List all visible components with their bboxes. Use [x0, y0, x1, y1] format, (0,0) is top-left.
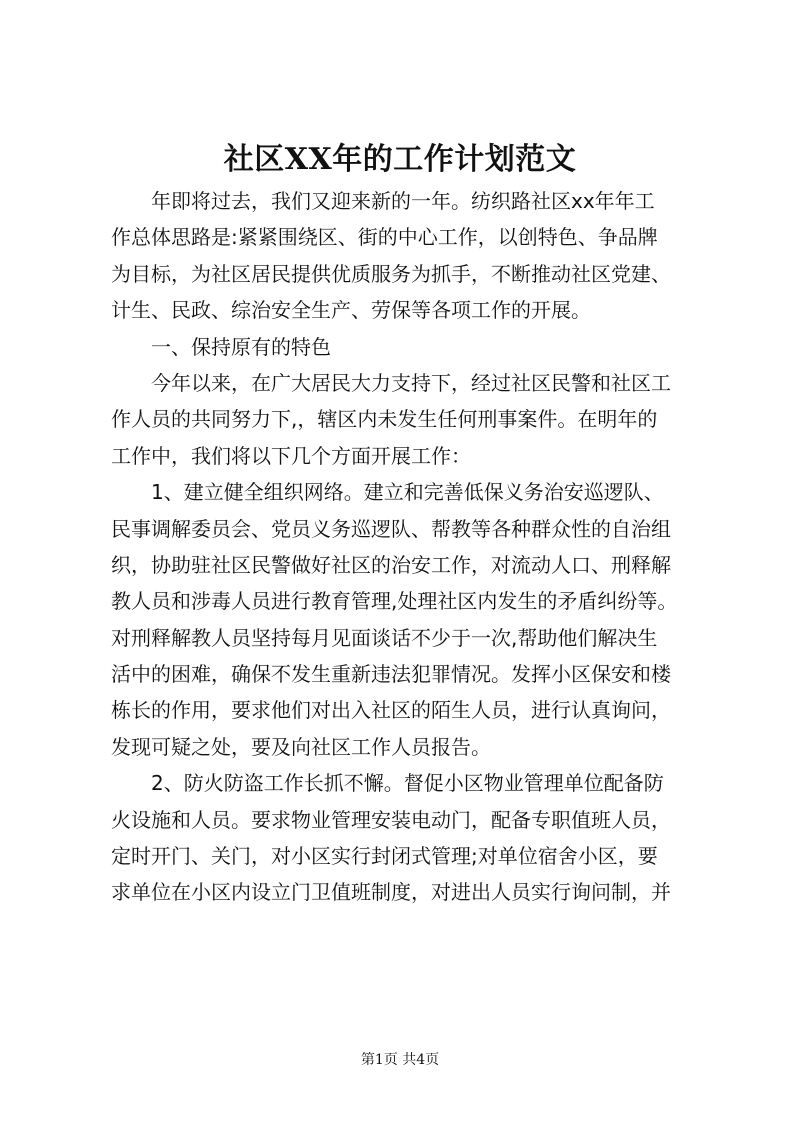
text-line: 为目标，为社区居民提供优质服务为抓手，不断推动社区党建、 — [111, 261, 671, 286]
text-line: 今年以来，在广大居民大力支持下，经过社区民警和社区工 — [151, 370, 671, 395]
text-line: 求单位在小区内设立门卫值班制度，对进出人员实行询问制，并 — [111, 880, 671, 905]
document-body — [111, 183, 711, 911]
text-line: 火设施和人员。要求物业管理安装电动门，配备专职值班人员， — [111, 807, 671, 832]
page-footer: 第1页 共4页 — [360, 1052, 440, 1068]
text-line: 栋长的作用，要求他们对出入社区的陌生人员，进行认真询问， — [111, 698, 671, 723]
text-line: 发现可疑之处，要及向社区工作人员报告。 — [111, 734, 491, 759]
text-line: 作人员的共同努力下,，辖区内未发生任何刑事案件。在明年的 — [111, 407, 658, 432]
text-line: 教人员和涉毒人员进行教育管理,处理社区内发生的矛盾纠纷等。 — [111, 589, 678, 614]
text-line: 2、防火防盗工作长抓不懈。督促小区物业管理单位配备防 — [151, 771, 664, 796]
section-heading: 一、保持原有的特色 — [151, 334, 331, 359]
text-line: 作总体思路是:紧紧围绕区、街的中心工作，以创特色、争品牌 — [111, 225, 658, 250]
document-title: 社区XX年的工作计划范文 — [223, 142, 577, 177]
text-line: 活中的困难，确保不发生重新违法犯罪情况。发挥小区保安和楼 — [111, 662, 671, 687]
text-line: 织，协助驻社区民警做好社区的治安工作，对流动人口、刑释解 — [111, 552, 671, 577]
text-line: 对刑释解教人员坚持每月见面谈话不少于一次,帮助他们解决生 — [111, 625, 658, 650]
text-line: 定时开门、关门，对小区实行封闭式管理;对单位宿舍小区，要 — [111, 844, 658, 869]
text-line: 年即将过去，我们又迎来新的一年。纺织路社区xx年年工 — [151, 189, 655, 213]
text-line: 1、建立健全组织网络。建立和完善低保义务治安巡逻队、 — [151, 480, 664, 505]
text-line: 民事调解委员会、党员义务巡逻队、帮教等各种群众性的自治组 — [111, 516, 671, 541]
text-line: 计生、民政、综治安全生产、劳保等各项工作的开展。 — [111, 298, 591, 323]
text-line: 工作中，我们将以下几个方面开展工作： — [111, 443, 471, 468]
